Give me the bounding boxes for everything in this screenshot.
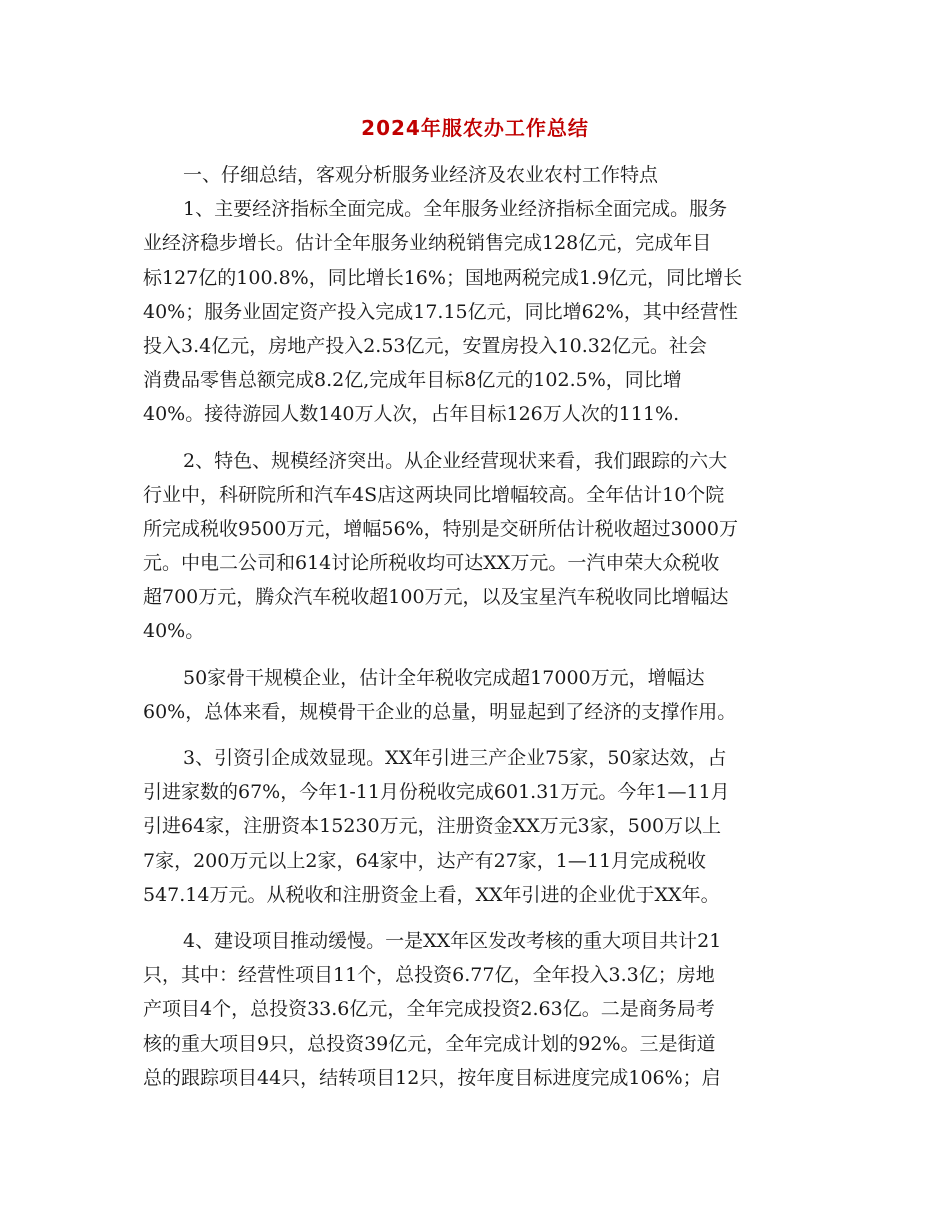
paragraph-line: 业经济稳步增长。估计全年服务业纳税销售完成128亿元，完成年目 xyxy=(143,232,712,255)
paragraph-line: 60%，总体来看，规模骨干企业的总量，明显起到了经济的支撑作用。 xyxy=(143,700,737,723)
paragraph-line: 产项目4个，总投资33.6亿元，全年完成投资2.63亿。二是商务局考 xyxy=(143,998,715,1021)
paragraph-line: 547.14万元。从税收和注册资金上看，XX年引进的企业优于XX年。 xyxy=(143,883,720,906)
paragraph-line: 2、特色、规模经济突出。从企业经营现状来看，我们跟踪的六大 xyxy=(183,449,728,472)
paragraph-line: 7家，200万元以上2家，64家中，达产有27家，1—11月完成税收 xyxy=(143,849,707,872)
paragraph-line: 引进64家，注册资本15230万元，注册资金XX万元3家，500万以上 xyxy=(143,815,722,838)
paragraph-line: 标127亿的100.8%，同比增长16%；国地两税完成1.9亿元，同比增长 xyxy=(143,266,743,289)
document-body xyxy=(143,158,813,1095)
paragraph-line: 4、建设项目推动缓慢。一是XX年区发改考核的重大项目共计21 xyxy=(183,929,722,952)
paragraph-line: 40%。 xyxy=(143,620,205,643)
paragraph-line: 1、主要经济指标全面完成。全年服务业经济指标全面完成。服务 xyxy=(183,198,728,221)
paragraph-line: 总的跟踪项目44只，结转项目12只，按年度目标进度完成106%；启 xyxy=(143,1066,721,1089)
paragraph-line: 只，其中：经营性项目11个，总投资6.77亿，全年投入3.3亿；房地 xyxy=(143,964,715,987)
paragraph-line: 40%。接待游园人数140万人次，占年目标126万人次的111%. xyxy=(143,403,680,426)
paragraph-line: 投入3.4亿元，房地产投入2.53亿元，安置房投入10.32亿元。社会 xyxy=(143,334,707,357)
paragraph-line: 元。中电二公司和614讨论所税收均可达XX万元。一汽申荣大众税收 xyxy=(143,552,720,575)
paragraph-line: 消费品零售总额完成8.2亿,完成年目标8亿元的102.5%，同比增 xyxy=(143,369,682,392)
section-heading: 一、仔细总结，客观分析服务业经济及农业农村工作特点 xyxy=(183,164,659,186)
paragraph-line: 3、引资引企成效显现。XX年引进三产企业75家，50家达效，占 xyxy=(183,747,727,769)
paragraph-line: 所完成税收9500万元，增幅56%，特别是交研所估计税收超过3000万 xyxy=(143,517,738,540)
paragraph-line: 超700万元，腾众汽车税收超100万元，以及宝星汽车税收同比增幅达 xyxy=(143,586,729,609)
paragraph-line: 50家骨干规模企业，估计全年税收完成超17000万元，增幅达 xyxy=(183,666,705,689)
paragraph-line: 引进家数的67%，今年1-11月份税收完成601.31万元。今年1—11月 xyxy=(143,781,730,804)
paragraph-line: 行业中，科研院所和汽车4S店这两块同比增幅较高。全年估计10个院 xyxy=(143,483,725,506)
paragraph-line: 核的重大项目9只，总投资39亿元，全年完成计划的92%。三是街道 xyxy=(143,1032,716,1055)
paragraph-line: 40%；服务业固定资产投入完成17.15亿元，同比增62%，其中经营性 xyxy=(143,300,738,323)
document-title: 2024年服农办工作总结 xyxy=(361,116,589,140)
